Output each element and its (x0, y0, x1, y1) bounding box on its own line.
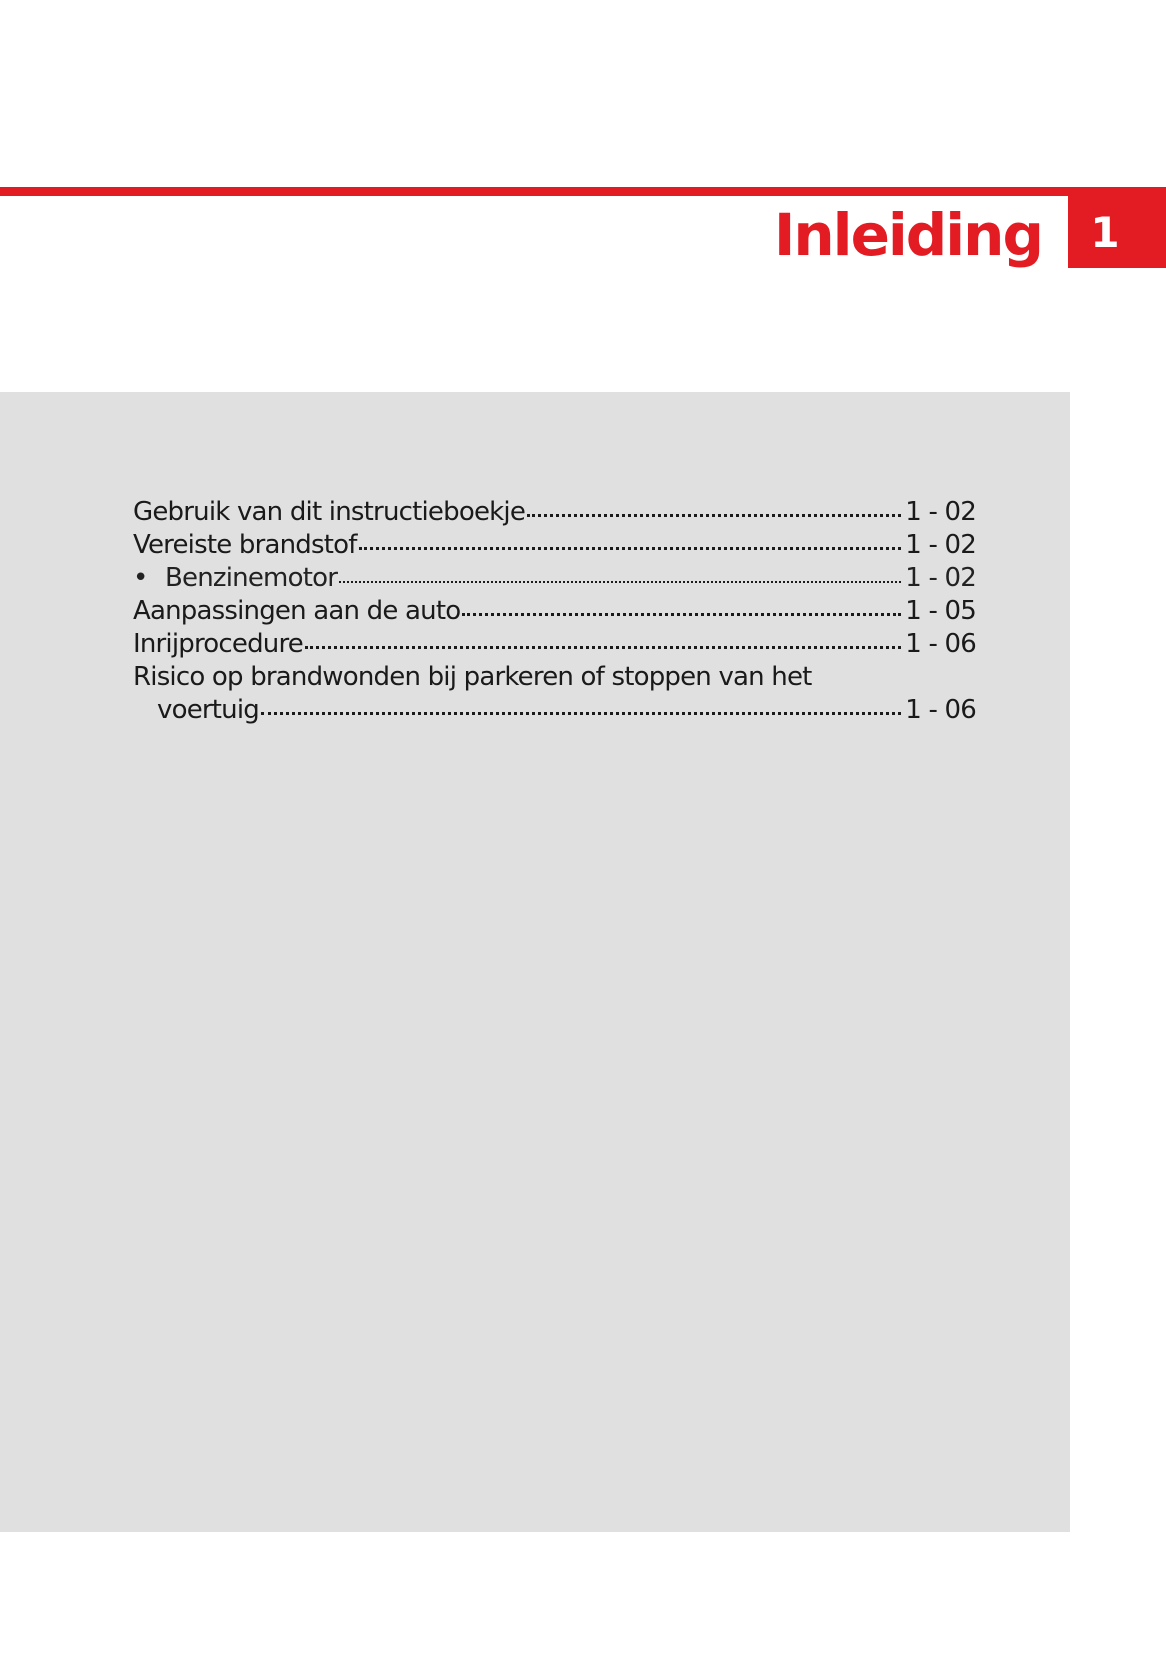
toc-entry-page: 1 - 02 (905, 563, 976, 593)
chapter-title: Inleiding (773, 201, 1042, 269)
toc-entry-label: Gebruik van dit instructieboekje (133, 497, 526, 527)
toc-entry-label: Vereiste brandstof (133, 530, 357, 560)
toc-subentry[interactable] (133, 562, 976, 595)
dot-leader (359, 547, 902, 550)
dot-leader (462, 613, 901, 616)
toc-entry[interactable] (133, 595, 976, 628)
toc-entry[interactable] (133, 496, 976, 529)
toc-entry-page: 1 - 02 (905, 530, 976, 560)
dot-leader (305, 646, 901, 649)
toc-entry[interactable] (133, 661, 976, 727)
toc-entry-label: Inrijprocedure (133, 629, 304, 659)
toc-entry-page: 1 - 02 (905, 497, 976, 527)
dot-leader (527, 514, 901, 517)
toc-entry-label: Aanpassingen aan de auto (133, 596, 461, 626)
toc-entry[interactable] (133, 628, 976, 661)
toc-entry[interactable] (133, 529, 976, 562)
toc-entry-label: Benzinemotor (165, 563, 338, 593)
table-of-contents (133, 496, 976, 727)
chapter-number-tab: 1 (1068, 196, 1166, 268)
dot-leader (339, 581, 901, 583)
toc-entry-label: Risico op brandwonden bij parkeren of stoppen van het (133, 662, 812, 692)
header-rule (0, 187, 1166, 196)
toc-entry-page: 1 - 05 (905, 596, 976, 626)
toc-entry-label-continued: voertuig (157, 695, 259, 725)
dot-leader (261, 712, 901, 715)
bullet-icon: • (133, 563, 148, 593)
toc-entry-page: 1 - 06 (905, 629, 976, 659)
toc-entry-page: 1 - 06 (905, 695, 976, 725)
